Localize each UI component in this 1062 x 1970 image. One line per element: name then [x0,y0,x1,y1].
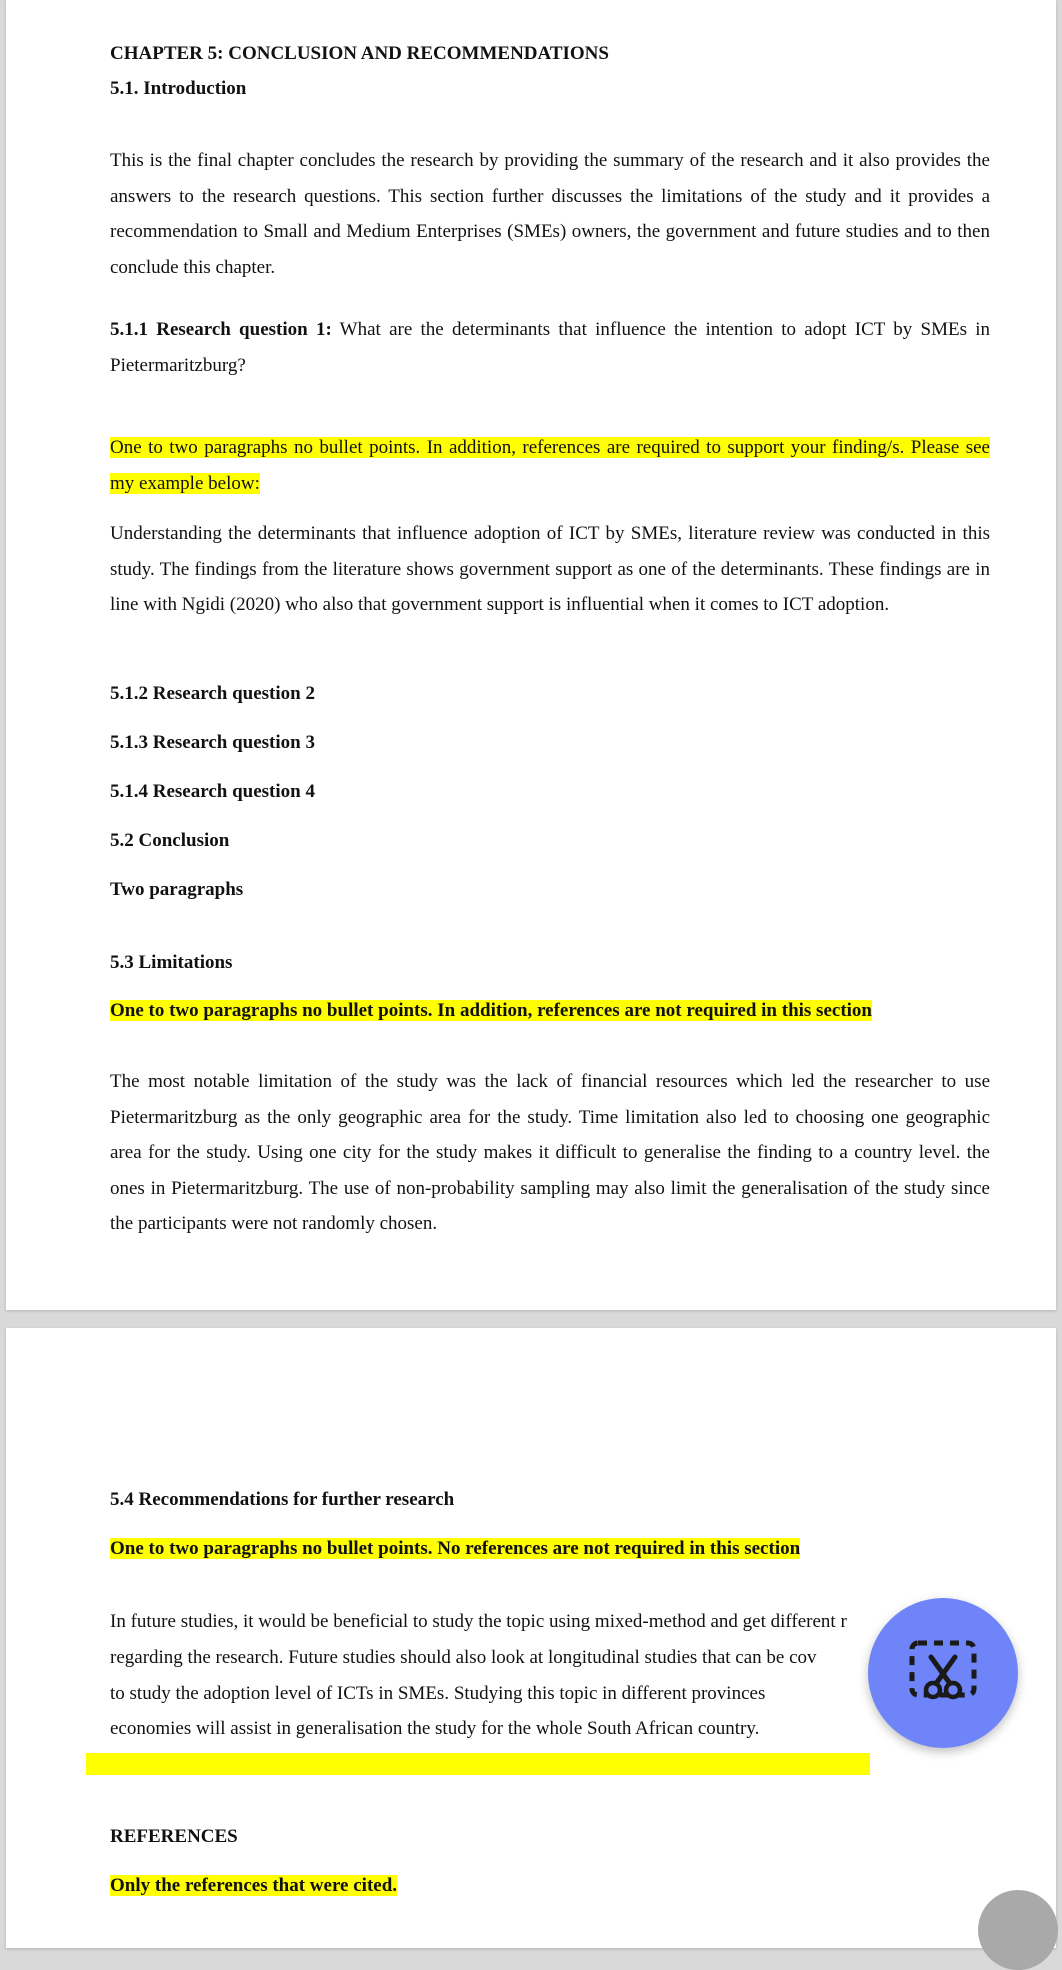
heading-research-question-2: 5.1.2 Research question 2 [110,683,315,704]
section-heading-introduction: 5.1. Introduction [110,78,247,99]
screenshot-cut-button[interactable] [868,1598,1018,1748]
recommendations-line: to study the adoption level of ICTs in SMEs. Studying this topic in different provinces [110,1683,766,1704]
instruction-references-text: Only the references that were cited. [110,1875,398,1896]
introduction-paragraph: This is the final chapter concludes the research by providing the summary of the research and it also provides the answers to the research questions. This section further discusses the limitations of the study and it provides a recommendation to Small and Medium Enterprises (SMEs) owners, the government and future studies and to then conclude this chapter. [110,150,990,278]
conclusion-note: Two paragraphs [110,879,244,900]
highlighted-instruction-limitations [110,993,990,1029]
example-paragraph-rq1: Understanding the determinants that influence adoption of ICT by SMEs, literature review was conducted in this study. The findings from the literature shows government support as one of the determinants. These findings are in line with Ngidi (2020) who also that government support is influential when it comes to ICT adoption. [110,523,990,615]
recommendations-line: economies will assist in generalisation the study for the whole South African country. [110,1718,760,1739]
highlighted-instruction-recommendations [110,1531,990,1567]
scroll-handle[interactable] [978,1890,1058,1970]
chapter-title: CHAPTER 5: CONCLUSION AND RECOMMENDATIONS [110,43,609,64]
research-question-1-label: 5.1.1 Research question 1: [110,319,332,340]
screenshot-scissors-icon [903,1633,983,1713]
highlighted-instruction-references [110,1868,990,1904]
instruction-recommendations-text: One to two paragraphs no bullet points. No references are not required in this section [110,1538,801,1559]
empty-highlight-bar [86,1753,870,1775]
limitations-paragraph: The most notable limitation of the study was the lack of financial resources which led the researcher to use Pietermaritzburg as the only geographic area for the study. Time limitation also led to choosing one geographic area for the study. Using one city for the study makes it difficult to generalise the finding to a country level. the ones in Pietermaritzburg. The use of non-probability sampling may also limit the generalisation of the study since the participants were not randomly chosen. [110,1071,990,1234]
document-page-1 [6,0,1056,1310]
instruction-limitations-text: One to two paragraphs no bullet points. In addition, references are not required in this section [110,1000,872,1021]
heading-research-question-4: 5.1.4 Research question 4 [110,781,315,802]
heading-limitations: 5.3 Limitations [110,952,233,973]
heading-references: REFERENCES [110,1826,238,1847]
instruction-rq1-text: One to two paragraphs no bullet points. In addition, references are required to support your finding/s. Please see my example below: [110,437,990,494]
heading-conclusion: 5.2 Conclusion [110,830,230,851]
recommendations-line: regarding the research. Future studies should also look at longitudinal studies that can be cov [110,1647,817,1668]
research-question-1 [110,312,990,383]
highlighted-instruction-rq1 [110,430,990,501]
heading-research-question-3: 5.1.3 Research question 3 [110,732,315,753]
heading-recommendations: 5.4 Recommendations for further research [110,1489,455,1510]
recommendations-line: In future studies, it would be beneficial to study the topic using mixed-method and get different r [110,1611,847,1632]
research-question-1-text: What are the determinants that influence the intention to adopt ICT by SMEs in Pietermaritzburg? [110,319,990,376]
